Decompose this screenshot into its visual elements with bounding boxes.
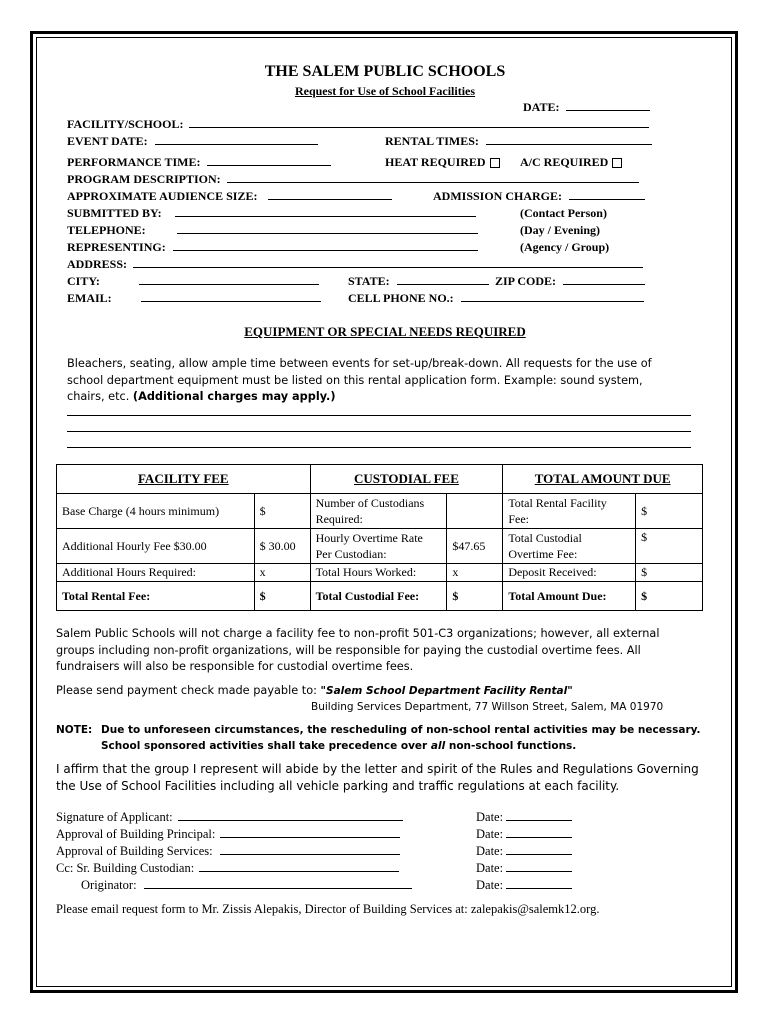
representing-field: [67, 240, 478, 255]
signature-custodian: [56, 861, 399, 876]
custodians-required-label: Number of Custodians Required:: [310, 494, 447, 529]
form-subtitle: Request for Use of School Facilities: [294, 84, 476, 98]
agency-group-hint: (Agency / Group): [520, 240, 610, 254]
base-charge-amount[interactable]: $: [254, 494, 310, 529]
affirmation-line-1: I affirm that the group I represent will abide by the letter and spirit of the Rules and Regulations Governing: [56, 762, 699, 776]
additional-hours-label: Additional Hours Required:: [57, 564, 255, 582]
heat-required-label: HEAT REQUIRED: [385, 155, 486, 169]
ac-required-field: [520, 155, 622, 170]
email-label: EMAIL:: [67, 291, 112, 305]
equipment-line-2: school department equipment must be listed on this rental application form. Example: sound system,: [67, 373, 643, 387]
audience-size-label: APPROXIMATE AUDIENCE SIZE:: [67, 189, 258, 203]
date-applicant: [476, 810, 572, 825]
admission-charge-label: ADMISSION CHARGE:: [433, 189, 563, 203]
date-custodian: [476, 861, 572, 876]
email-field: [67, 291, 321, 306]
state-input-line[interactable]: [397, 274, 489, 285]
date-services-label: Date:: [476, 844, 504, 858]
event-date-input-line[interactable]: [155, 134, 318, 145]
equipment-heading: EQUIPMENT OR SPECIAL NEEDS REQUIRED: [244, 324, 526, 339]
city-label: CITY:: [67, 274, 100, 288]
submitted-by-input-line[interactable]: [175, 206, 476, 217]
facility-field: [67, 117, 649, 132]
note-line-2-end: non-school functions.: [445, 740, 577, 752]
payment-instructions: [56, 683, 573, 700]
total-rental-facility-fee-label: Total Rental Facility Fee:: [503, 494, 636, 529]
cell-phone-label: CELL PHONE NO.:: [348, 291, 454, 305]
event-date-label: EVENT DATE:: [67, 134, 148, 148]
affirmation: [56, 761, 699, 795]
notice-line-1: Salem Public Schools will not charge a facility fee to non-profit 501-C3 organizations; however, all external: [56, 627, 660, 640]
rental-times-field: [385, 134, 652, 149]
payment-address: Building Services Department, 77 Willson Street, Salem, MA 01970: [311, 701, 664, 713]
telephone-input-line[interactable]: [177, 223, 478, 234]
hourly-overtime-rate-amount: $47.65: [447, 529, 503, 564]
additional-hours-input[interactable]: x: [254, 564, 310, 582]
note-line-2: [101, 738, 576, 755]
total-custodial-fee-amount[interactable]: $: [447, 582, 503, 611]
signature-applicant-label: Signature of Applicant:: [56, 810, 173, 824]
program-description-field: [67, 172, 639, 187]
performance-time-input-line[interactable]: [207, 155, 331, 166]
date-originator: [476, 878, 572, 893]
zip-input-line[interactable]: [563, 274, 645, 285]
signature-services: [56, 844, 400, 859]
email-input-line[interactable]: [141, 291, 321, 302]
total-hours-worked-label: Total Hours Worked:: [310, 564, 447, 582]
table-row: [57, 494, 703, 529]
date-custodian-line[interactable]: [506, 861, 572, 872]
signature-services-label: Approval of Building Services:: [56, 844, 213, 858]
date-applicant-label: Date:: [476, 810, 504, 824]
signature-applicant-line[interactable]: [178, 810, 403, 821]
date-originator-line[interactable]: [506, 878, 572, 889]
custodial-fee-header: CUSTODIAL FEE: [310, 465, 503, 494]
ac-required-label: A/C REQUIRED: [520, 155, 609, 169]
date-services-line[interactable]: [506, 844, 572, 855]
nonprofit-notice: [56, 626, 659, 676]
additional-charges-note: (Additional charges may apply.): [132, 390, 336, 403]
total-hours-worked-input[interactable]: x: [447, 564, 503, 582]
table-row: [57, 529, 703, 564]
total-amount-due-label: Total Amount Due:: [503, 582, 636, 611]
date-applicant-line[interactable]: [506, 810, 572, 821]
equipment-entry-line-2[interactable]: [67, 431, 691, 432]
date-principal-label: Date:: [476, 827, 504, 841]
zip-field: [495, 274, 645, 289]
representing-label: REPRESENTING:: [67, 240, 166, 254]
date-principal-line[interactable]: [506, 827, 572, 838]
facility-label: FACILITY/SCHOOL:: [67, 117, 184, 131]
address-label: ADDRESS:: [67, 257, 128, 271]
date-originator-label: Date:: [476, 878, 504, 892]
signature-principal-line[interactable]: [220, 827, 400, 838]
payment-payee: "Salem School Department Facility Rental": [320, 685, 573, 697]
equipment-entry-line-1[interactable]: [67, 415, 691, 416]
total-custodial-overtime-amount[interactable]: $: [636, 529, 703, 564]
program-description-input-line[interactable]: [227, 172, 639, 183]
total-rental-fee-label: Total Rental Fee:: [57, 582, 255, 611]
cell-phone-field: [348, 291, 644, 306]
additional-hourly-fee-amount: $ 30.00: [254, 529, 310, 564]
equipment-instructions: [67, 356, 652, 406]
total-custodial-overtime-label: Total Custodial Overtime Fee:: [503, 529, 636, 564]
fee-table: [56, 464, 703, 611]
performance-time-field: [67, 155, 331, 170]
signature-originator: [81, 878, 412, 893]
email-request-note: Please email request form to Mr. Zissis Alepakis, Director of Building Services at: zalepakis@salemk12.org.: [56, 902, 600, 916]
admission-charge-input-line[interactable]: [569, 189, 645, 200]
telephone-field: [67, 223, 478, 238]
state-label: STATE:: [348, 274, 390, 288]
ac-required-checkbox[interactable]: [612, 158, 622, 168]
representing-input-line[interactable]: [173, 240, 478, 251]
deposit-received-label: Deposit Received:: [503, 564, 636, 582]
admission-charge-field: [433, 189, 645, 204]
total-rental-facility-fee-amount[interactable]: $: [636, 494, 703, 529]
total-rental-fee-amount[interactable]: $: [254, 582, 310, 611]
hourly-overtime-rate-label: Hourly Overtime Rate Per Custodian:: [310, 529, 447, 564]
note-line-2-start: School sponsored activities shall take precedence over: [101, 740, 431, 752]
heat-required-checkbox[interactable]: [490, 158, 500, 168]
fee-table-header-row: [57, 465, 703, 494]
audience-size-input-line[interactable]: [268, 189, 392, 200]
form-title: THE SALEM PUBLIC SCHOOLS: [264, 63, 506, 80]
date-field: [523, 100, 650, 115]
address-input-line[interactable]: [133, 257, 643, 268]
city-input-line[interactable]: [139, 274, 319, 285]
signature-originator-label: Originator:: [81, 878, 137, 892]
state-field: [348, 274, 489, 289]
notice-line-2: groups including non-profit organizations, will be responsible for paying the custodial overtime fees. All: [56, 643, 641, 657]
base-charge-label: Base Charge (4 hours minimum): [57, 494, 255, 529]
signature-custodian-line[interactable]: [199, 861, 399, 872]
day-evening-hint: (Day / Evening): [520, 223, 601, 237]
rental-times-input-line[interactable]: [486, 134, 652, 145]
equipment-entry-line-3[interactable]: [67, 447, 691, 448]
date-principal: [476, 827, 572, 842]
rental-times-label: RENTAL TIMES:: [385, 134, 479, 148]
deposit-received-amount[interactable]: $: [636, 564, 703, 582]
table-row: [57, 582, 703, 611]
facility-input-line[interactable]: [189, 117, 649, 128]
equipment-line-3-text: chairs, etc.: [67, 390, 133, 403]
note-line-2-emphasis: all: [430, 740, 446, 752]
table-row: [57, 564, 703, 582]
contact-person-hint: (Contact Person): [520, 206, 607, 220]
equipment-line-1: Bleachers, seating, allow ample time between events for set-up/break-down. All requests for the use of: [67, 357, 652, 370]
zip-label: ZIP CODE:: [495, 274, 557, 288]
notice-line-3: fundraisers will also be responsible for custodial overtime fees.: [56, 660, 414, 673]
submitted-by-label: SUBMITTED BY:: [67, 206, 162, 220]
facility-fee-header: FACILITY FEE: [57, 465, 311, 494]
additional-hourly-fee-label: Additional Hourly Fee $30.00: [57, 529, 255, 564]
affirmation-line-2: the Use of School Facilities including all vehicle parking and traffic regulations at each facility.: [56, 779, 620, 793]
signature-principal: [56, 827, 400, 842]
signature-services-line[interactable]: [220, 844, 400, 855]
submitted-by-field: [67, 206, 476, 221]
address-field: [67, 257, 643, 272]
signature-originator-line[interactable]: [144, 878, 412, 889]
date-custodian-label: Date:: [476, 861, 504, 875]
performance-time-label: PERFORMANCE TIME:: [67, 155, 201, 169]
signature-applicant: [56, 810, 403, 825]
cell-phone-input-line[interactable]: [461, 291, 644, 302]
date-label: DATE:: [523, 100, 560, 114]
event-date-field: [67, 134, 318, 149]
note-label: NOTE:: [56, 724, 93, 736]
telephone-label: TELEPHONE:: [67, 223, 146, 237]
city-field: [67, 274, 319, 289]
custodians-required-input[interactable]: [447, 494, 503, 529]
date-input-line[interactable]: [566, 100, 650, 111]
payment-label: Please send payment check made payable to:: [56, 684, 321, 697]
audience-size-field: [67, 189, 392, 204]
total-custodial-fee-label: Total Custodial Fee:: [310, 582, 447, 611]
program-description-label: PROGRAM DESCRIPTION:: [67, 172, 221, 186]
signature-principal-label: Approval of Building Principal:: [56, 827, 216, 841]
note-line-1: Due to unforeseen circumstances, the rescheduling of non-school rental activities may be necessary.: [101, 724, 701, 736]
date-services: [476, 844, 572, 859]
heat-required-field: [385, 155, 500, 170]
total-amount-due-header: TOTAL AMOUNT DUE: [503, 465, 703, 494]
signature-custodian-label: Cc: Sr. Building Custodian:: [56, 861, 195, 875]
equipment-line-3: [67, 389, 652, 406]
total-amount-due-amount[interactable]: $: [636, 582, 703, 611]
